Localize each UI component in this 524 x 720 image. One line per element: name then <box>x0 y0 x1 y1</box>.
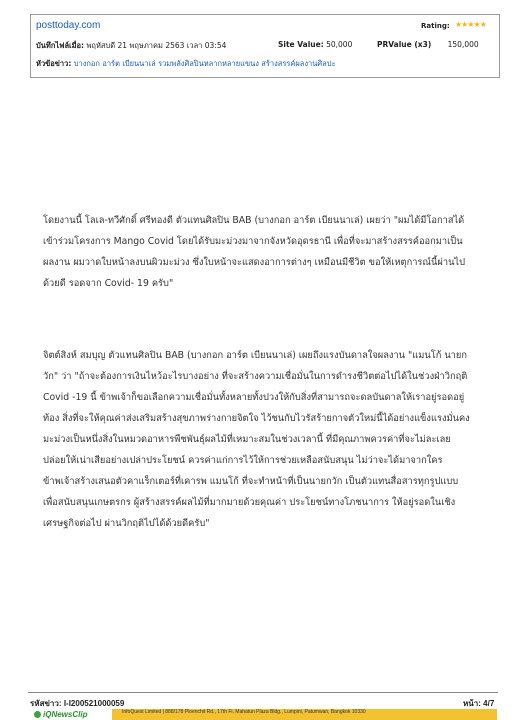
page-value: 4/7 <box>483 699 495 708</box>
iqnewsclip-logo: iQNewsClip <box>34 710 87 719</box>
prvalue-label: PRValue (x3) <box>377 40 432 49</box>
rating-stars-icon: ★★★★★ <box>455 20 486 29</box>
paragraph-text: จิตต์สิงห์ สมบุญ ตัวแทนศิลปิน BAB (บางกอก อาร์ต เบียนนาเล่) เผยถึงแรงบันดาลใจผลงาน "แมนโก้ นายกวัก" ว่า "ถ้าจะต้องการเงินไหว้อะไรบางอย่าง ที่จะสร้างความเชื่อมั่นในการดำรงชีวิตต่อไปได้ในช่วงฝ่าวิกฤติ Covid -19 นี้ ข้าพเจ้าก็ขอเลือกความเชื่อมั่นทั้งหลายทั้งปวงให้กับสิ่งที่สามารถจะดลบันดาลให้เราอยู่รอดอยู่ท้อง สิ่งที่จะให้คุณค่าส่งเสริมสร้างสุขภาพร่างกายจิตใจ ไว้ชนกับไวรัสร้ายกาจตัวใหม่นี้ได้อย่างแข็งแรงมั่นคง มะม่วงเป็นหนึ่งสิ่งในหมวดอาหารพืชพันธุ์ผลไม้ที่เหมาะสมในช่วงเวลานี้ ที่มีคุณภาพควรค่าที่จะไม่ละเลย ปล่อยให้เน่าเสียอย่างเปล่าประโยชน์ ควรค่าแก่การไว้ให้การช่วยเหลือสนับสนุน ไม่ว่าจะได้มาจากใครข้าพเจ้าสร้างเสนอตัวคาแร็กเตอร์ที่เคารพ แมนโก้ ที่จะทำหน้าที่เป็นนายกวัก เป็นตัวแทนสื่อสารทุกรูปแบบเพื่อสนับสนุนเกษตรกร ผู้สร้างสรรค์ผลไม้ที่มากมายด้วยคุณค่า ประโยชน์ทางโภชนาการ ให้อยู่รอดในเชิงเศรษฐกิจต่อไป ผ่านวิกฤติไปได้ด้วยดีครับ" <box>43 350 470 529</box>
logo-icon <box>34 711 41 718</box>
article-paragraph-1 <box>43 210 473 294</box>
headline-label: หัวข้อข่าว: <box>36 59 72 68</box>
article-paragraph-2 <box>43 345 473 534</box>
prvalue-row <box>377 40 479 49</box>
rating-label: Rating: <box>421 22 450 30</box>
news-code-label: รหัสข่าว: <box>30 699 62 708</box>
record-row <box>36 40 226 52</box>
footer-address: InfoQuest Limited | 888/178 Ploenchit Rd., 17th Fl. Mahatun Plaza Bldg., Lumpini, Patumwan, Bangkok 10330 <box>122 709 366 715</box>
headline-link[interactable]: บางกอก อาร์ต เบียนนาเล่ รวมพลังศิลปินหลากหลายแขนง สร้างสรรค์ผลงานศิลปะ <box>73 59 336 68</box>
source-site[interactable]: posttoday.com <box>36 20 101 31</box>
site-value-row <box>278 40 352 49</box>
news-code <box>30 697 124 710</box>
site-value-label: Site Value: <box>278 40 324 49</box>
headline-row <box>36 58 336 70</box>
record-date: พฤหัสบดี 21 พฤษภาคม 2563 เวลา 03:54 <box>86 41 227 50</box>
footer-divider <box>28 692 498 693</box>
page-label: หน้า: <box>463 699 481 708</box>
news-code-value: I-I200521000059 <box>63 699 125 708</box>
record-label: บันทึกไฟล์เมื่อ: <box>36 41 85 50</box>
prvalue: 150,000 <box>447 40 479 49</box>
site-value: 50,000 <box>326 40 353 49</box>
paragraph-text: โดยงานนี้ โลเล-ทวีศักดิ์ ศรีทองดี ตัวแทนศิลปิน BAB (บางกอก อาร์ต เบียนนาเล่) เผยว่า "ผมได้มีโอกาสได้เข้าร่วมโครงการ Mango Covid โดยได้รับมะม่วงมาจากจังหวัดอุดรธานี เพื่อที่จะมาสร้างสรรค์ออกมาเป็นผลงาน ผมวาดใบหน้าลงบนผิวมะม่วง ซึ่งใบหน้าจะแสดงอาการต่างๆ เหมือนมีชีวิต ขอให้เหตุการณ์นี้ผ่านไปด้วยดี รอดจาก Covid- 19 ครับ" <box>43 215 466 289</box>
